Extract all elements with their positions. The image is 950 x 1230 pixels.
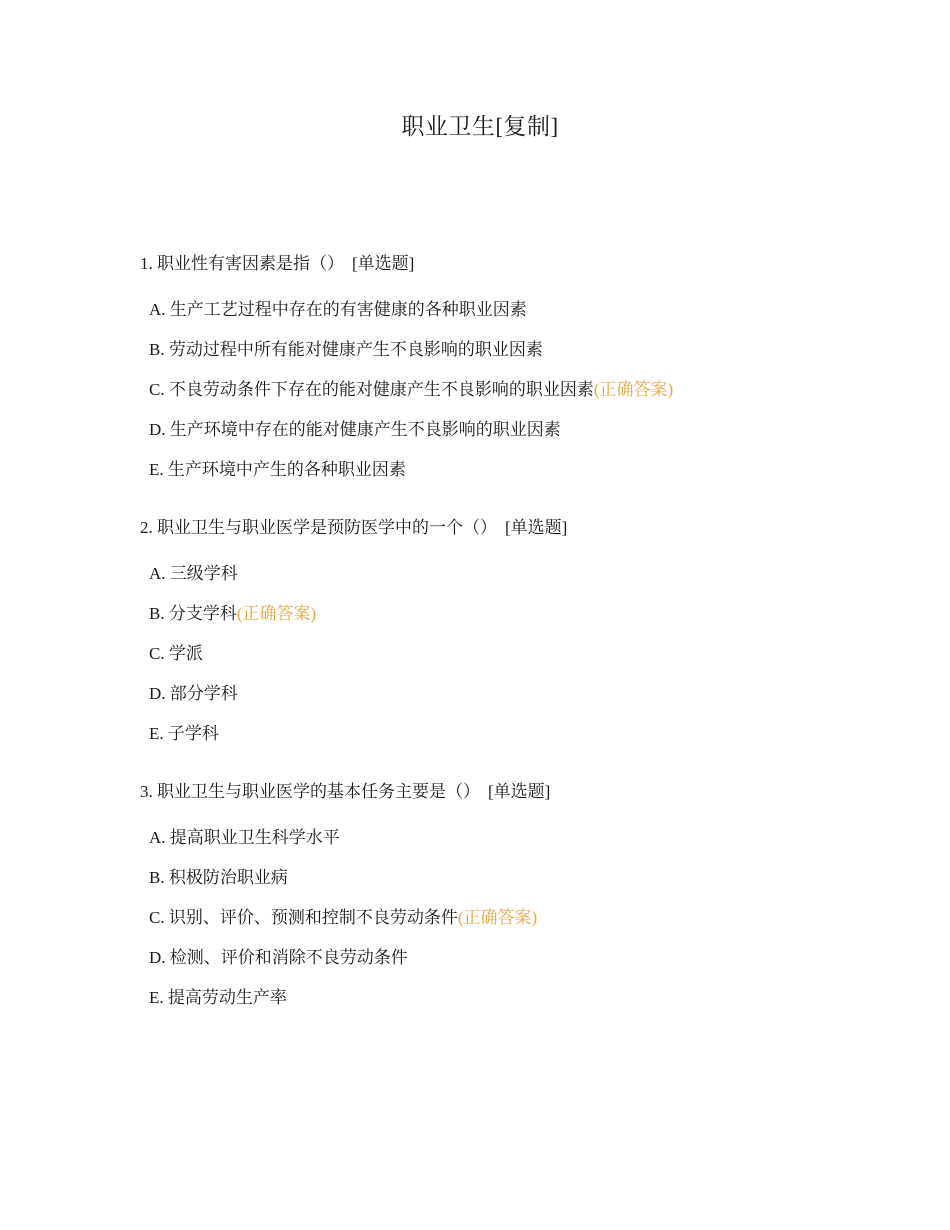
option-text: 提高职业卫生科学水平 <box>169 828 340 847</box>
correct-answer-mark: (正确答案) <box>236 604 317 623</box>
option-text: 分支学科 <box>168 604 237 623</box>
question-text: 职业卫生与职业医学的基本任务主要是（） <box>157 782 480 801</box>
option-letter: D. <box>149 684 166 703</box>
option-b <box>149 866 900 890</box>
option-letter: B. <box>149 868 165 887</box>
question-list <box>140 252 900 1044</box>
option-c <box>149 378 900 402</box>
option-letter: D. <box>149 420 166 439</box>
option-text: 积极防治职业病 <box>168 868 288 887</box>
question-type: [单选题] <box>352 254 415 273</box>
option-a <box>149 826 900 850</box>
option-a <box>149 298 900 322</box>
option-text: 生产工艺过程中存在的有害健康的各种职业因素 <box>169 300 527 319</box>
option-letter: B. <box>149 340 165 359</box>
option-letter: E. <box>149 988 164 1007</box>
question-type: [单选题] <box>505 518 568 537</box>
option-list <box>140 298 900 482</box>
correct-answer-mark: (正确答案) <box>593 380 674 399</box>
option-d <box>149 418 900 442</box>
question-type: [单选题] <box>488 782 551 801</box>
option-letter: C. <box>149 908 165 927</box>
question-stem <box>140 516 900 540</box>
question-stem <box>140 252 900 276</box>
option-b <box>149 338 900 362</box>
question-number: 2. <box>140 518 153 537</box>
option-text: 三级学科 <box>169 564 238 583</box>
option-a <box>149 562 900 586</box>
question-text: 职业性有害因素是指（） <box>157 254 344 273</box>
question-number: 3. <box>140 782 153 801</box>
option-text: 识别、评价、预测和控制不良劳动条件 <box>168 908 458 927</box>
option-text: 生产环境中产生的各种职业因素 <box>167 460 406 479</box>
option-c <box>149 906 900 930</box>
option-e <box>149 986 900 1010</box>
option-text: 检测、评价和消除不良劳动条件 <box>169 948 408 967</box>
question-text: 职业卫生与职业医学是预防医学中的一个（） <box>157 518 497 537</box>
option-list <box>140 826 900 1010</box>
question-1 <box>140 252 900 482</box>
option-d <box>149 682 900 706</box>
option-text: 生产环境中存在的能对健康产生不良影响的职业因素 <box>169 420 561 439</box>
option-letter: C. <box>149 380 165 399</box>
option-text: 学派 <box>168 644 203 663</box>
option-d <box>149 946 900 970</box>
option-letter: B. <box>149 604 165 623</box>
option-letter: C. <box>149 644 165 663</box>
option-b <box>149 602 900 626</box>
option-letter: E. <box>149 460 164 479</box>
option-c <box>149 642 900 666</box>
option-text: 劳动过程中所有能对健康产生不良影响的职业因素 <box>168 340 543 359</box>
option-letter: A. <box>149 564 166 583</box>
option-text: 提高劳动生产率 <box>167 988 287 1007</box>
option-list <box>140 562 900 746</box>
option-letter: D. <box>149 948 166 967</box>
question-2 <box>140 516 900 746</box>
option-text: 不良劳动条件下存在的能对健康产生不良影响的职业因素 <box>168 380 594 399</box>
page-title: 职业卫生[复制] <box>401 114 559 139</box>
option-text: 部分学科 <box>169 684 238 703</box>
option-e <box>149 722 900 746</box>
option-letter: A. <box>149 828 166 847</box>
question-number: 1. <box>140 254 153 273</box>
question-3 <box>140 780 900 1010</box>
correct-answer-mark: (正确答案) <box>457 908 538 927</box>
option-letter: E. <box>149 724 164 743</box>
question-stem <box>140 780 900 804</box>
option-letter: A. <box>149 300 166 319</box>
option-e <box>149 458 900 482</box>
option-text: 子学科 <box>167 724 219 743</box>
